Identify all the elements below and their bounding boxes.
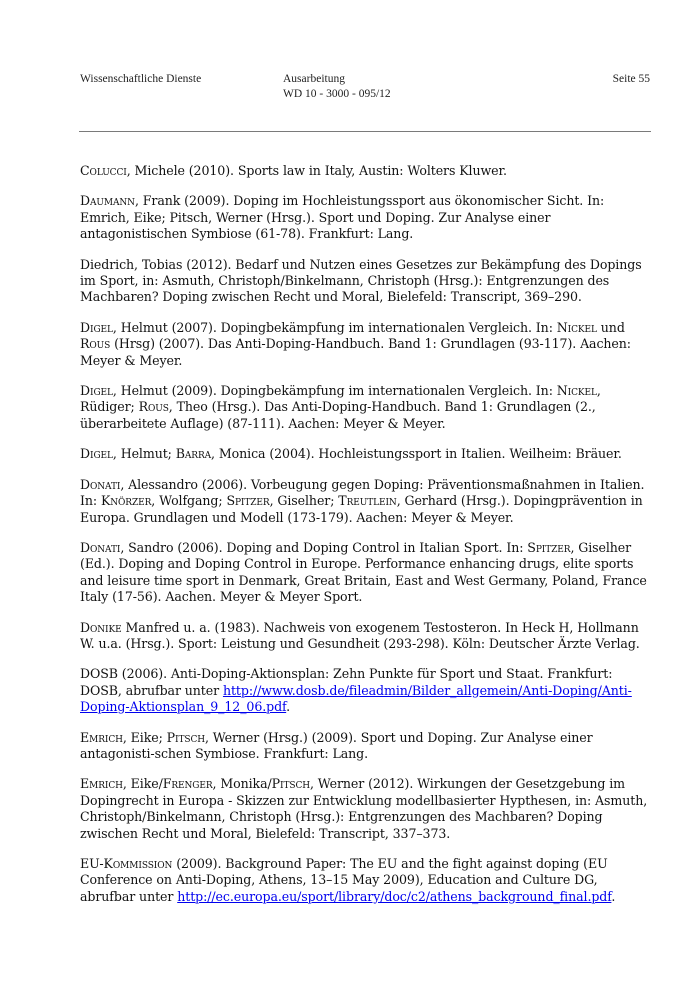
author-name: Rous [80,336,111,352]
author-name: Donati [80,539,121,555]
reference-text: . [286,699,291,715]
reference-entry [80,383,652,432]
reference-text: , Monica (2004). Hochleistungssport in Italien. Weilheim: Bräuer. [211,446,622,462]
header-page-number: Seite 55 [612,73,650,85]
author-name: Frenger [162,776,213,792]
header-divider [79,131,651,132]
author-name: Nickel [556,383,597,399]
reference-entry [80,776,652,842]
bibliography-list [80,163,652,919]
header-document-id [283,72,391,102]
reference-entry [80,856,652,905]
reference-entry [80,620,652,653]
author-name: Colucci [80,163,127,178]
author-name: ommission [112,856,173,871]
reference-text: , Helmut (2007). Dopingbekämpfung im internationalen Vergleich. In: [112,319,557,335]
reference-text: . [611,888,616,904]
author-name: Rous [138,399,169,415]
reference-text: (2009). Background Paper: The EU and the fight against doping (EU Conference on Anti-Doping, Athens, 13–15 May 2009), Education and Culture DG, abrufbar unter [80,856,608,904]
reference-text: , Frank (2009). Doping im Hochleistungssport aus ökonomischer Sicht. In: Emrich, Eike; Pitsch, Werner (Hrsg.). Sport und Doping. Zur Analyse einer antagonistischen Symbiose (61-78). Frankfurt: Lang. [80,193,605,242]
reference-entry [80,730,652,763]
reference-entry [80,666,652,715]
author-name: Spitzer [527,539,571,555]
author-name: Nickel [556,319,597,335]
reference-text: , Giselher; [269,493,339,509]
reference-text: , Eike; [122,729,167,745]
reference-text: , Michele (2010). Sports law in Italy, Austin: Wolters Kluwer. [126,163,507,178]
reference-entry [80,320,652,369]
reference-entry [80,257,652,306]
author-name: Pitsch [271,776,310,792]
reference-text: EU-K [80,856,113,871]
author-name: Donati [80,476,121,492]
reference-text: , Giselher (Ed.). Doping and Doping Control in Europe. Performance enhancing drugs, elite sports and leisure time sport in Denmark, Great Britain, East and West Germany, Poland, France Italy (17-56). Aachen. Meyer & Meyer Sport. [80,539,647,605]
reference-entry [80,163,652,179]
reference-text: , Monika/ [212,776,272,792]
header-department: Wissenschaftliche Dienste [80,73,202,85]
author-name: Spitzer [226,493,270,509]
author-name: Daumann [80,193,135,209]
reference-link[interactable]: http://ec.europa.eu/sport/library/doc/c2/athens_background_final.pdf [177,888,612,904]
reference-entry [80,193,652,242]
author-name: Donike [80,619,122,635]
reference-text: , Rüdiger; [80,383,601,415]
header-doc-type: Ausarbeitung [283,73,345,85]
reference-text: , Eike/ [122,776,163,792]
author-name: Barra [175,446,212,462]
reference-text: , Werner (Hrsg.) (2009). Sport und Doping. Zur Analyse einer antagonisti-schen Symbiose. Frankfurt: Lang. [80,729,593,761]
reference-text: (Hrsg) (2007). Das Anti-Doping-Handbuch. Band 1: Grundlagen (93-117). Aachen: Meyer & Meyer. [80,336,631,368]
reference-text: , Alessandro (2006). Vorbeugung gegen Doping: Präventionsmaßnahmen in Italien. In: [80,476,645,509]
reference-text: und [596,319,625,335]
reference-text: , Wolfgang; [151,493,227,509]
reference-text: , Sandro (2006). Doping and Doping Control in Italian Sport. In: [120,539,528,555]
reference-text: , Helmut; [112,446,176,462]
reference-text: Manfred u. a. (1983). Nachweis von exogenem Testosteron. In Heck H, Hollmann W. u.a. (Hrsg.). Sport: Leistung und Gesundheit (293-298). Köln: Deutscher Ärzte Verlag. [80,619,640,651]
reference-text: , Theo (Hrsg.). Das Anti-Doping-Handbuch. Band 1: Grundlagen (2., überarbeitete Auflage) (87-111). Aachen: Meyer & Meyer. [80,399,596,431]
author-name: Digel [80,383,113,399]
reference-entry [80,477,652,526]
author-name: Treutlein [338,493,397,509]
reference-text: Diedrich, Tobias (2012). Bedarf und Nutzen eines Gesetzes zur Bekämpfung des Dopings im Sport, in: Asmuth, Christoph/Binkelmann, Christoph (Hrsg.): Entgrenzungen des Machbaren? Doping zwischen Recht und Moral, Bielefeld: Transcript, 369–290. [80,256,642,305]
author-name: Digel [80,446,113,462]
author-name: Knörzer [100,493,152,509]
reference-entry [80,540,652,606]
reference-link[interactable]: http://www.dosb.de/fileadmin/Bilder_allgemein/Anti-Doping/Anti-Doping-Aktionsplan_9_12_06.pdf [80,682,632,715]
author-name: Digel [80,319,113,335]
author-name: Pitsch [166,729,205,745]
author-name: Emrich [80,776,123,792]
reference-text: , Helmut (2009). Dopingbekämpfung im internationalen Vergleich. In: [112,383,557,399]
author-name: Emrich [80,729,123,745]
header-doc-number: WD 10 - 3000 - 095/12 [283,88,391,100]
reference-text: , Gerhard (Hrsg.). Dopingprävention in Europa. Grundlagen und Modell (173-179). Aachen: Meyer & Meyer. [80,493,643,525]
reference-entry [80,446,652,462]
reference-text: DOSB (2006). Anti-Doping-Aktionsplan: Zehn Punkte für Sport und Staat. Frankfurt: DOSB, abrufbar unter [80,666,613,698]
reference-text: , Werner (2012). Wirkungen der Gesetzgebung im Dopingrecht in Europa - Skizzen zur Entwicklung modellbasierter Hypthesen, in: Asmuth, Christoph/Binkelmann, Christoph (Hrsg.): Entgrenzungen des Machbaren? Doping zwischen Recht und Moral, Bielefeld: Transcript, 337–373. [80,776,648,841]
